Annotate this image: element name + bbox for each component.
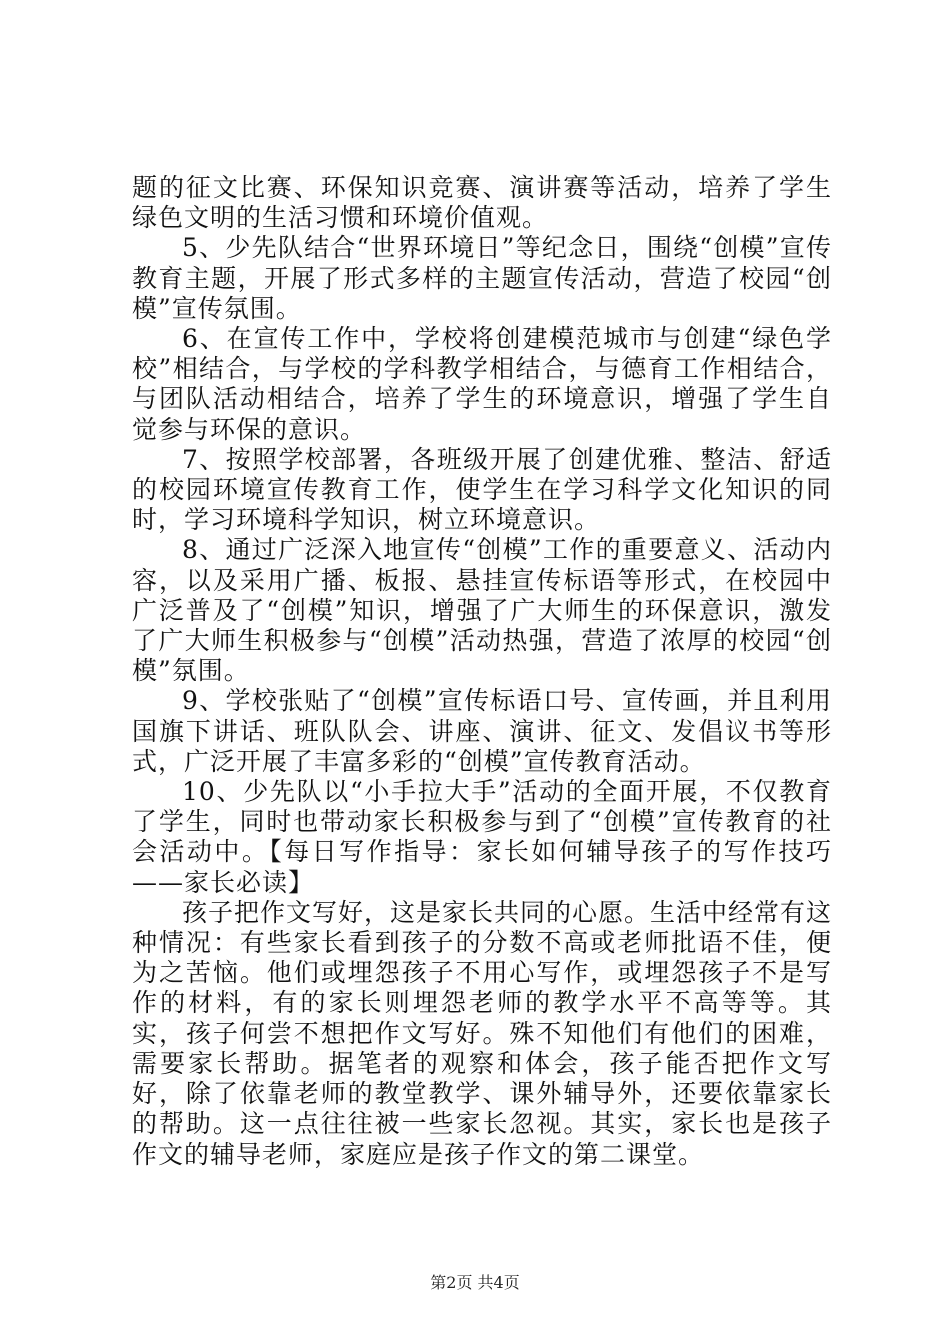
paragraph-7: 10、少先队以“小手拉大手”活动的全面开展，不仅教育了学生，同时也带动家长积极参与到了“创模”宣传教育的社会活动中。【每日写作指导：家长如何辅导孩子的写作技巧——家长必读】 — [132, 777, 832, 897]
page-number: 第2页 共4页 — [430, 1273, 520, 1292]
paragraph-5: 8、通过广泛深入地宣传“创模”工作的重要意义、活动内容，以及采用广播、板报、悬挂宣传标语等形式，在校园中广泛普及了“创模”知识，增强了广大师生的环保意识，激发了广大师生积极参与“创模”活动热强，营造了浓厚的校园“创模”氛围。 — [132, 535, 832, 686]
paragraph-1: 题的征文比赛、环保知识竞赛、演讲赛等活动，培养了学生绿色文明的生活习惯和环境价值观。 — [132, 173, 832, 233]
paragraph-6: 9、学校张贴了“创模”宣传标语口号、宣传画，并且利用国旗下讲话、班队队会、讲座、演讲、征文、发倡议书等形式，广泛开展了丰富多彩的“创模”宣传教育活动。 — [132, 686, 832, 776]
paragraph-3: 6、在宣传工作中，学校将创建模范城市与创建“绿色学校”相结合，与学校的学科教学相结合，与德育工作相结合，与团队活动相结合，培养了学生的环境意识，增强了学生自觉参与环保的意识。 — [132, 324, 832, 444]
paragraph-2: 5、少先队结合“世界环境日”等纪念日，围绕“创模”宣传教育主题，开展了形式多样的主题宣传活动，营造了校园“创模”宣传氛围。 — [132, 233, 832, 323]
document-body — [132, 173, 832, 1170]
paragraph-4: 7、按照学校部署，各班级开展了创建优雅、整洁、舒适的校园环境宣传教育工作，使学生在学习科学文化知识的同时，学习环境科学知识，树立环境意识。 — [132, 444, 832, 535]
page-footer — [0, 1273, 950, 1293]
paragraph-8: 孩子把作文写好，这是家长共同的心愿。生活中经常有这种情况：有些家长看到孩子的分数不高或老师批语不佳，便为之苦恼。他们或埋怨孩子不用心写作，或埋怨孩子不是写作的材料，有的家长则埋怨老师的教学水平不高等等。其实，孩子何尝不想把作文写好。殊不知他们有他们的困难，需要家长帮助。据笔者的观察和体会，孩子能否把作文写好，除了依靠老师的教堂教学、课外辅导外，还要依靠家长的帮助。这一点往往被一些家长忽视。其实，家长也是孩子作文的辅导老师，家庭应是孩子作文的第二课堂。 — [132, 897, 833, 1169]
